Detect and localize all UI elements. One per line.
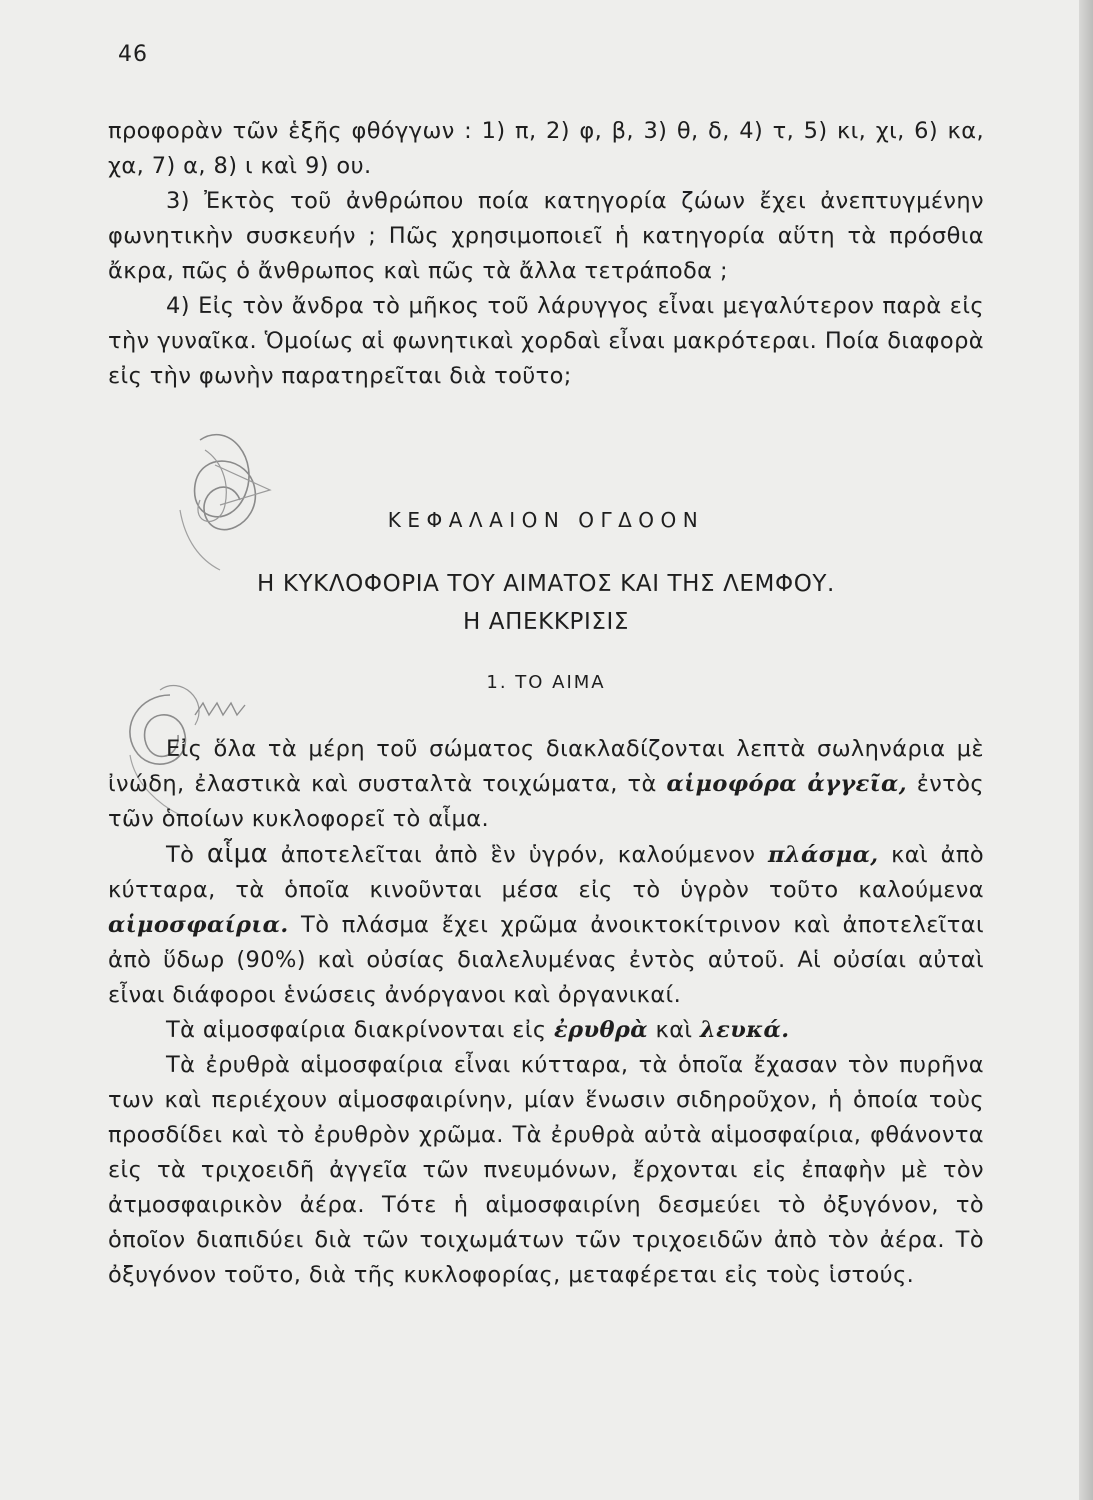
paragraph-red-cells: Τὰ ἐρυθρὰ αἱμοσφαίρια εἶναι κύτταρα, τὰ ὁποῖα ἔχασαν τὸν πυρῆνα των καὶ περιέχουν αἱμοσφαιρίνην, μίαν ἕνωσιν σιδηροῦχον, ἡ ὁποία τοὺς προσδίδει καὶ τὸ ἐρυθρὸν χρῶμα. Τὰ ἐρυθρὰ αὐτὰ αἱμοσφαίρια, φθάνοντα εἰς τὰ τριχοειδῆ ἀγγεῖα τῶν πνευμόνων, ἔρχονται εἰς ἐπαφὴν μὲ τὸν ἀτμοσφαιρικὸν ἀέρα. Τότε ἡ αἱμοσφαιρίνη δεσμεύει τὸ ὀξυγόνον, τὸ ὁποῖον διαπιδύει διὰ τῶν τοιχωμάτων τῶν τριχοειδῶν ἀπὸ τὸν ἀέρα. Τὸ ὀξυγόνον τοῦτο, διὰ τῆς κυκλοφορίας, μεταφέρεται εἰς τοὺς ἱστούς. [108, 1052, 984, 1288]
text-run: Εἰς ὅλα τὰ μέρη τοῦ σώματος διακλαδίζονται λεπτὰ σωληνάρια μὲ ἰνώδη, ἐλαστικὰ καὶ συσταλτὰ τοιχώματα, τὰ [108, 736, 984, 797]
term-blood: αἷμα [206, 839, 269, 869]
text-run: Τὸ [166, 842, 207, 868]
page-edge-shadow [1079, 0, 1093, 1500]
paragraph-phonemes: προφορὰν τῶν ἑξῆς φθόγγων : 1) π, 2) φ, β, 3) θ, δ, 4) τ, 5) κι, χι, 6) κα, χα, 7) α, 8) ι καὶ 9) ου. [108, 118, 984, 179]
page-number: 46 [118, 42, 148, 67]
pencil-scribble-top [160, 420, 290, 580]
term-blood-cells: αἱμοσφαίρια. [108, 912, 289, 938]
term-blood-vessels: αἱμοφόρα ἀγγεῖα, [666, 771, 907, 797]
paragraph-question-3: 3) Ἐκτὸς τοῦ ἀνθρώπου ποία κατηγορία ζώων ἔχει ἀνεπτυγμένην φωνητικὴν συσκευήν ; Πῶς χρησιμοποιεῖ ἡ κατηγορία αὕτη τὰ πρόσθια ἄκρα, πῶς ὁ ἄνθρωπος καὶ πῶς τὰ ἄλλα τετράποδα ; [108, 188, 984, 284]
term-plasma: πλάσμα, [767, 842, 879, 868]
paragraph-blood-composition [108, 837, 984, 1013]
chapter-title [108, 565, 984, 641]
section-title: 1. ΤΟ ΑΙΜΑ [486, 672, 606, 693]
text-run: Τὸ πλάσμα ἔχει χρῶμα ἀνοικτοκίτρινον καὶ ἀποτελεῖται ἀπὸ ὕδωρ (90%) καὶ οὐσίας διαλελυμένας ἐντὸς αὐτοῦ. Αἱ οὐσίαι αὐταὶ εἶναι διάφοροι ἑνώσεις ἀνόργανοι καὶ ὀργανικαί. [108, 912, 984, 1008]
text-run: Τὰ αἱμοσφαίρια διακρίνονται εἰς [166, 1017, 555, 1043]
exercise-questions [108, 114, 984, 394]
term-red: ἐρυθρὰ [554, 1017, 648, 1043]
paragraph-question-4: 4) Εἰς τὸν ἄνδρα τὸ μῆκος τοῦ λάρυγγος εἶναι μεγαλύτερον παρὰ εἰς τὴν γυναῖκα. Ὁμοίως αἱ φωνητικαὶ χορδαὶ εἶναι μακρότεραι. Ποία διαφορὰ εἰς τὴν φωνὴν παρατηρεῖται διὰ τοῦτο; [108, 293, 984, 389]
paragraph-vessels [108, 732, 984, 837]
text-run: καὶ [647, 1017, 700, 1043]
chapter-title-line-1: Η ΚΥΚΛΟΦΟΡΙΑ ΤΟΥ ΑΙΜΑΤΟΣ ΚΑΙ ΤΗΣ ΛΕΜΦΟΥ. [257, 571, 835, 597]
chapter-heading: ΚΕΦΑΛΑΙΟΝ ΟΓΔΟΟΝ [387, 508, 705, 532]
paragraph-cell-types [108, 1013, 984, 1048]
text-run: ἐντὸς τῶν ὁποίων κυκλοφορεῖ τὸ αἷμα. [108, 771, 984, 832]
text-run: καὶ ἀπὸ κύτταρα, τὰ ὁποῖα κινοῦνται μέσα εἰς τὸ ὑγρὸν τοῦτο καλούμενα [108, 842, 984, 903]
term-white: λευκά. [700, 1017, 790, 1043]
blood-section-text [108, 732, 984, 1293]
chapter-title-line-2: Η ΑΠΕΚΚΡΙΣΙΣ [462, 609, 630, 635]
text-run: ἀποτελεῖται ἀπὸ ἓν ὑγρόν, καλούμενον [268, 842, 768, 868]
